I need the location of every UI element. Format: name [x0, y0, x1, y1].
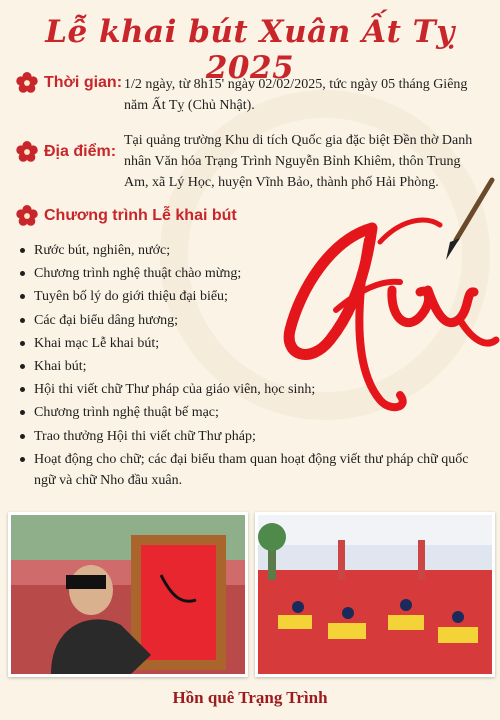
- time-text: 1/2 ngày, từ 8h15' ngày 02/02/2025, tức ngày 05 tháng Giêng năm Ất Tỵ (Chủ Nhật).: [124, 77, 468, 113]
- program-item: Hội thi viết chữ Thư pháp của giáo viên, học sinh;: [18, 379, 378, 400]
- students-photo: [255, 512, 495, 677]
- program-item: Trao thưởng Hội thi viết chữ Thư pháp;: [18, 426, 378, 447]
- program-heading: [16, 205, 237, 227]
- calligraphy-artwork: [260, 170, 500, 440]
- page-title: Lễ khai bút Xuân Ất Tỵ 2025: [45, 14, 455, 86]
- program-item: Các đại biểu dâng hương;: [18, 310, 318, 331]
- program-item: Rước bút, nghiên, nước;: [18, 240, 318, 261]
- location-label: Địa điểm:: [44, 143, 117, 160]
- flower-icon: [16, 205, 38, 227]
- program-item: Hoạt động cho chữ; các đại biểu tham quan hoạt động viết thư pháp chữ quốc ngữ và chữ Nho đầu xuân.: [18, 449, 486, 491]
- brush-icon: [446, 180, 492, 260]
- footer-caption: Hồn quê Trạng Trình: [172, 688, 328, 707]
- flower-icon: [16, 72, 38, 94]
- program-item: Tuyên bố lý do giới thiệu đại biểu;: [18, 286, 318, 307]
- flower-icon: [16, 141, 38, 163]
- time-label: Thời gian:: [44, 74, 123, 91]
- program-label: Chương trình Lễ khai bút: [44, 207, 237, 224]
- time-heading: [16, 72, 122, 94]
- program-item: Chương trình nghệ thuật chào mừng;: [18, 263, 318, 284]
- program-item: Khai mạc Lễ khai bút;: [18, 333, 318, 354]
- program-item: Khai bút;: [18, 356, 318, 377]
- program-item: Chương trình nghệ thuật bế mạc;: [18, 402, 378, 423]
- location-heading: [16, 141, 116, 163]
- location-text: Tại quảng trường Khu di tích Quốc gia đặc biệt Đền thờ Danh nhân Văn hóa Trạng Trình Nguyễn Bỉnh Khiêm, thôn Trung Am, xã Lý Học, huyện Vĩnh Bảo, thành phố Hải Phòng.: [124, 133, 473, 190]
- calligrapher-photo: [8, 512, 248, 677]
